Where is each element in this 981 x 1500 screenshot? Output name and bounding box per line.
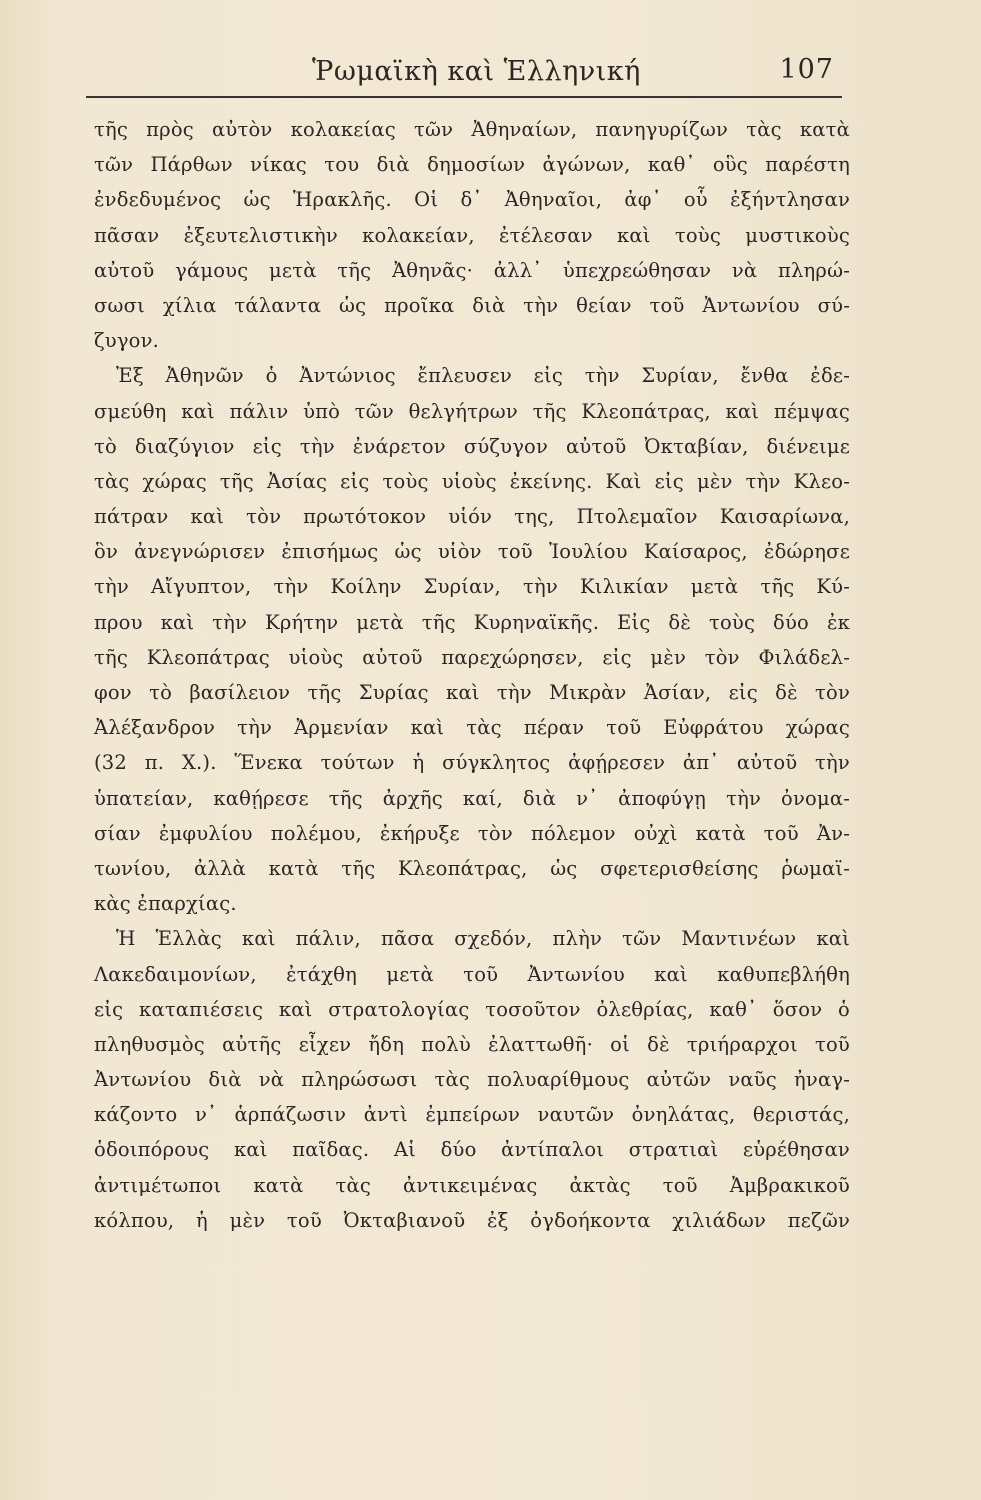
text-line: τῆς πρὸς αὐτὸν κολακείας τῶν Ἀθηναίων, πανηγυρίζων τὰς κατὰ [94, 118, 850, 141]
text-line: τῶν Πάρθων νίκας του διὰ δημοσίων ἀγώνων, καθ᾽ οὓς παρέστη [94, 153, 850, 177]
text-line: ὃν ἀνεγνώρισεν ἐπισήμως ὡς υἱὸν τοῦ Ἰουλίου Καίσαρος, ἐδώρησε [94, 540, 850, 564]
paragraph-start-line: Ἐξ Ἀθηνῶν ὁ Ἀντώνιος ἔπλευσεν εἰς τὴν Συρίαν, ἔνθα ἐδε- [116, 364, 850, 388]
page-number: 107 [779, 54, 834, 85]
text-line: σωσι χίλια τάλαντα ὡς προῖκα διὰ τὴν θείαν τοῦ Ἀντωνίου σύ- [94, 293, 850, 317]
text-line: Ἀλέξανδρον τὴν Ἀρμενίαν καὶ τὰς πέραν τοῦ Εὐφράτου χώρας [94, 716, 850, 740]
running-title: Ῥωμαϊκὴ καὶ Ἑλληνική [312, 56, 641, 87]
paragraph-start-line: Ἡ Ἑλλὰς καὶ πάλιν, πᾶσα σχεδόν, πλὴν τῶν Μαντινέων καὶ [116, 927, 850, 951]
header-rule [86, 96, 842, 98]
text-line: φον τὸ βασίλειον τῆς Συρίας καὶ τὴν Μικρὰν Ἀσίαν, εἰς δὲ τὸν [94, 681, 850, 704]
text-line: κόλπου, ἡ μὲν τοῦ Ὀκταβιανοῦ ἐξ ὀγδοήκοντα χιλιάδων πεζῶν [94, 1208, 850, 1232]
text-line: ὁδοιπόρους καὶ παῖδας. Αἱ δύο ἀντίπαλοι στρατιαὶ εὑρέθησαν [94, 1138, 850, 1162]
text-line: τὰς χώρας τῆς Ἀσίας εἰς τοὺς υἱοὺς ἐκείνης. Καὶ εἰς μὲν τὴν Κλεο- [94, 469, 850, 493]
text-line: πᾶσαν ἐξευτελιστικὴν κολακείαν, ἐτέλεσαν καὶ τοὺς μυστικοὺς [94, 223, 850, 247]
text-line: ἀντιμέτωποι κατὰ τὰς ἀντικειμένας ἀκτὰς τοῦ Ἀμβρακικοῦ [94, 1173, 850, 1197]
text-line: ζυγον. [94, 329, 160, 353]
text-line: τῆς Κλεοπάτρας υἱοὺς αὐτοῦ παρεχώρησεν, εἰς μὲν τὸν Φιλάδελ- [94, 645, 850, 669]
text-line: σίαν ἐμφυλίου πολέμου, ἐκήρυξε τὸν πόλεμον οὐχὶ κατὰ τοῦ Ἀν- [94, 821, 850, 845]
text-line: κάζοντο ν᾽ ἁρπάζωσιν ἀντὶ ἐμπείρων ναυτῶν ὀνηλάτας, θεριστάς, [94, 1103, 850, 1127]
text-line: τωνίου, ἀλλὰ κατὰ τῆς Κλεοπάτρας, ὡς σφετερισθείσης ῥωμαϊ- [94, 856, 850, 880]
text-line: πάτραν καὶ τὸν πρωτότοκον υἱόν της, Πτολεμαῖον Καισαρίωνα, [94, 505, 850, 529]
text-line: σμεύθη καὶ πάλιν ὑπὸ τῶν θελγήτρων τῆς Κλεοπάτρας, καὶ πέμψας [94, 399, 850, 423]
text-line: τὴν Αἴγυπτον, τὴν Κοίλην Συρίαν, τὴν Κιλικίαν μετὰ τῆς Κύ- [94, 575, 850, 599]
text-line: πληθυσμὸς αὐτῆς εἶχεν ἤδη πολὺ ἐλαττωθῆ· οἱ δὲ τριήραρχοι τοῦ [94, 1032, 850, 1056]
text-line: Ἀντωνίου διὰ νὰ πληρώσωσι τὰς πολυαρίθμους αὐτῶν ναῦς ἠναγ- [94, 1068, 850, 1092]
text-line: τὸ διαζύγιον εἰς τὴν ἐνάρετον σύζυγον αὐτοῦ Ὀκταβίαν, διένειμε [94, 434, 850, 458]
body-text [94, 112, 850, 1238]
text-line: ἐνδεδυμένος ὡς Ἡρακλῆς. Οἱ δ᾽ Ἀθηναῖοι, ἀφ᾽ οὗ ἐξήντλησαν [94, 188, 850, 212]
text-line: εἰς καταπιέσεις καὶ στρατολογίας τοσοῦτον ὀλεθρίας, καθ᾽ ὅσον ὁ [94, 997, 850, 1021]
text-line: Λακεδαιμονίων, ἐτάχθη μετὰ τοῦ Ἀντωνίου καὶ καθυπεβλήθη [94, 962, 850, 986]
text-line: αὐτοῦ γάμους μετὰ τῆς Ἀθηνᾶς· ἀλλ᾽ ὑπεχρεώθησαν νὰ πληρώ- [94, 258, 850, 282]
text-line: ὑπατείαν, καθῄρεσε τῆς ἀρχῆς καί, διὰ ν᾽ ἀποφύγῃ τὴν ὀνομα- [94, 786, 850, 810]
text-line: (32 π. Χ.). Ἕνεκα τούτων ἡ σύγκλητος ἀφῄρεσεν ἀπ᾽ αὐτοῦ τὴν [94, 751, 850, 775]
page-header [86, 52, 842, 98]
text-line: πρου καὶ τὴν Κρήτην μετὰ τῆς Κυρηναϊκῆς. Εἰς δὲ τοὺς δύο ἐκ [94, 610, 850, 634]
text-line: κὰς ἐπαρχίας. [94, 892, 237, 916]
